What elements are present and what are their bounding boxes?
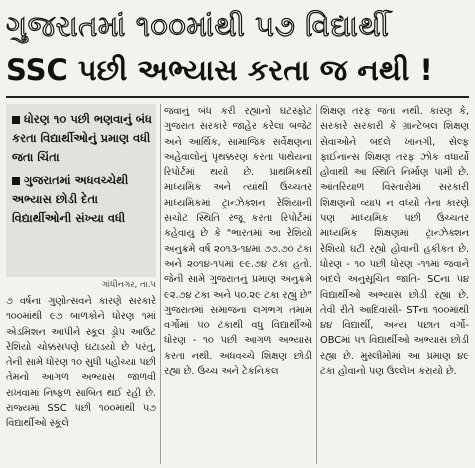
summary-bullet-text: ધોરણ ૧૦ પછી ભણવાનું બંધ કરતા વિદ્યાર્થીઓનું પ્રમાણ વધી જતા ચિંતા bbox=[12, 112, 152, 164]
square-bullet-icon bbox=[12, 116, 20, 124]
dateline: ગાંધીનગર, તા.૫ bbox=[101, 280, 156, 290]
summary-bullet-text: ગુજરાતમાં અધવચ્ચેથી અભ્યાસ છોડી દેતા વિદ્યાર્થીઓની સંખ્યા વધી bbox=[12, 173, 129, 225]
headline-line-1: ગુજરાતમાં ૧૦૦માંથી ૫૭ વિદ્યાર્થી bbox=[6, 9, 390, 43]
headline-line-2: SSC પછી અભ્યાસ કરતા જ નથી ! bbox=[6, 53, 433, 87]
article-column-1 bbox=[6, 294, 156, 466]
summary-bullet bbox=[12, 171, 152, 228]
headline bbox=[6, 4, 469, 92]
column-divider bbox=[316, 104, 317, 464]
article-column-3 bbox=[320, 104, 469, 466]
summary-box bbox=[6, 104, 156, 277]
square-bullet-icon bbox=[12, 177, 20, 185]
article-paragraph: જવાનું બંધ કરી રહ્યાનો ઘટસ્ફોટ ગુજરાત સરકારે જાહેર કરેલા બજેટ અને આર્થિક, સામાજિક સર્વેક્ષણના અહેવાલોનું પૃથક્કરણ કરતા પાથેયના રિપોર્ટમાં થયો છે. પ્રાથમિકથી માધ્યમિક અને ત્યાંથી ઉચ્ચતર માધ્યમિકમાં ટ્રાન્ઝેક્શન રેશિયાની સચોટ સ્થિતિ રજૂ કરતા રિપોર્ટમાં કહેવાયુ છે કે "ભારતમાં આ રેશિયો અનુક્રમે વર્ષ ૨૦૧૩-૧૪માં ૭૭.૭૦ ટકા અને ૨૦૧૪-૧૫માં ૯૯.૭૪ ટકા હતો. જેની સામે ગુજરાતનું પ્રમાણ અનુક્રમે ૯૨.૭૪ ટકા અને ૫૦.૨૯ ટકા રહ્યું છે" ગુજરાતમાં સમાજના લગભગ તમામ વર્ગોમાં ૫૦ ટકાથી વધુ વિદ્યાર્થીઓ ધોરણ - ૧૦ પછી આગળ અભ્યાસ કરતા નથી. અધવચ્ચે શિક્ષણ છોડી રહ્યા છે. ઉચ્ચ અને ટેકનિકલ bbox=[164, 106, 312, 378]
column-divider bbox=[160, 104, 161, 464]
headline-divider bbox=[6, 96, 469, 98]
summary-bullet bbox=[12, 110, 152, 167]
article-paragraph: ૭ વર્ષના ગુણોત્સવને કારણે સરકારે ૧૦૦માંથી ૯૭ બાળકોને ધોરણ ૧માં એડમિશન આપીને સ્કૂલ ડ્રોપ આઉટ રેશિયો ચોક્કસપણે ઘટાડયો છે પરંતુ, તેની સામે ધોરણ ૧૦ સુધી પહોંચ્યા પછી તેમનો આગળ અભ્યાસ જાળવી રાખવામાં નિષ્ફળ સાબિત થઈ રહી છે. રાજ્યમાં SSC પછી ૧૦૦માંથી ૫૭ વિદ્યાર્થીઓ સ્કૂલે bbox=[6, 296, 156, 430]
article-column-2 bbox=[164, 104, 312, 466]
article-paragraph: શિક્ષણ તરફ જતા નથી. કારણ કે, સરકારે સરકારી કે ગ્રાન્ટેબલ શિક્ષણ સેવાઓને બદલે ખાનગી, સેલ્ફ ફાઈનાન્સ શિક્ષણ તરફ ઝોક વધાર્યો હોવાથી આ સ્થિતિ નિર્માણ પામી છે. આંતરિયાળ વિસ્તારોમાં સરકારી શિક્ષણનો વ્યાપ ન વધ્યો તેના કારણે પણ માધ્યમિક પછી ઉચ્ચતર માધ્યમિક શિક્ષણમાં ટ્રાન્ઝેક્શન રેશિયો ઘટી રહ્યો હોવાની હકીકત છે. ધોરણ - ૧૦ પછી ધોરણ -૧૧માં જવાને બદલે અનુસૂચિત જાતિ- SCના ૫૪ વિદ્યાર્થીઓ અભ્યાસ છોડી રહ્યા છે. તેવી રીતે આદિવાસી- STના ૧૦૦માંથી ૪૪ વિદ્યાર્થી, અન્ય પછાત વર્ગો- OBCમાં ૫૧ વિદ્યાર્થીઓ અભ્યાસ છોડી રહ્યા છે. મુસ્લીમોમાં આ પ્રમાણ ૪૯ ટકા હોવાનો પણ ઉલ્લેખ કરાયો છે. bbox=[320, 106, 469, 378]
